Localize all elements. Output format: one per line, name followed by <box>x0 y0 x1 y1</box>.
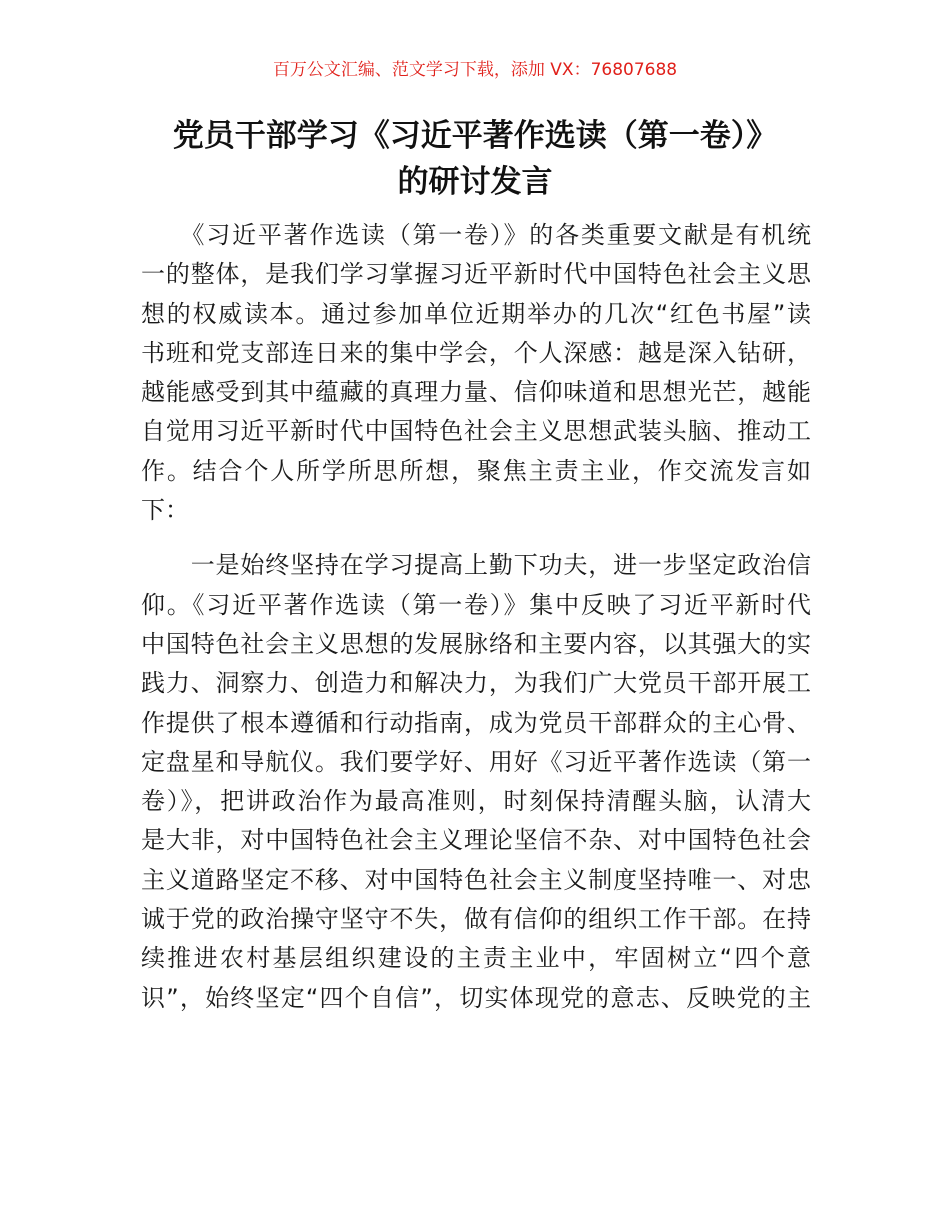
text-line: 想的权威读本。通过参加单位近期举办的几次“红色书屋”读 <box>141 299 811 328</box>
text-line: 主义道路坚定不移、对中国特色社会主义制度坚持唯一、对忠 <box>141 865 811 894</box>
paragraph-point-one <box>141 546 811 1018</box>
text-line: 自觉用习近平新时代中国特色社会主义思想武装头脑、推动工 <box>141 417 811 446</box>
text-line: 续推进农村基层组织建设的主责主业中，牢固树立“四个意 <box>141 944 811 973</box>
text-line: 一的整体，是我们学习掌握习近平新时代中国特色社会主义思 <box>141 260 811 289</box>
text-line: 一是始终坚持在学习提高上勤下功夫，进一步坚定政治信 <box>141 551 811 580</box>
title-line: 党员干部学习《习近平著作选读（第一卷）》 <box>172 118 778 154</box>
paragraph-intro <box>141 216 811 530</box>
text-line: 中国特色社会主义思想的发展脉络和主要内容，以其强大的实 <box>141 629 811 658</box>
document-title <box>110 113 840 205</box>
text-line: 越能感受到其中蕴藏的真理力量、信仰味道和思想光芒，越能 <box>141 378 811 407</box>
text-line: 识”，始终坚定“四个自信”，切实体现党的意志、反映党的主 <box>141 983 811 1012</box>
title-line: 的研讨发言 <box>397 164 553 200</box>
text-line: 作提供了根本遵循和行动指南，成为党员干部群众的主心骨、 <box>141 708 811 737</box>
text-line: 是大非，对中国特色社会主义理论坚信不杂、对中国特色社会 <box>141 826 811 855</box>
text-line: 《习近平著作选读（第一卷）》的各类重要文献是有机统 <box>141 221 811 249</box>
text-line: 践力、洞察力、创造力和解决力，为我们广大党员干部开展工 <box>141 669 811 698</box>
text-line: 诚于党的政治操守坚守不失，做有信仰的组织工作干部。在持 <box>141 905 811 934</box>
text-line: 书班和党支部连日来的集中学会，个人深感：越是深入钻研， <box>141 338 811 367</box>
text-line: 下： <box>141 496 189 525</box>
text-line: 作。结合个人所学所思所想，聚焦主责主业，作交流发言如 <box>141 456 811 485</box>
text-line: 仰。《习近平著作选读（第一卷）》集中反映了习近平新时代 <box>141 590 811 619</box>
document-body <box>141 216 811 1018</box>
header-note: 百万公文汇编、范文学习下载，添加 VX：76807688 <box>272 60 678 80</box>
text-line: 定盘星和导航仪。我们要学好、用好《习近平著作选读（第一 <box>141 747 811 776</box>
text-line: 卷）》，把讲政治作为最高准则，时刻保持清醒头脑，认清大 <box>141 787 811 816</box>
